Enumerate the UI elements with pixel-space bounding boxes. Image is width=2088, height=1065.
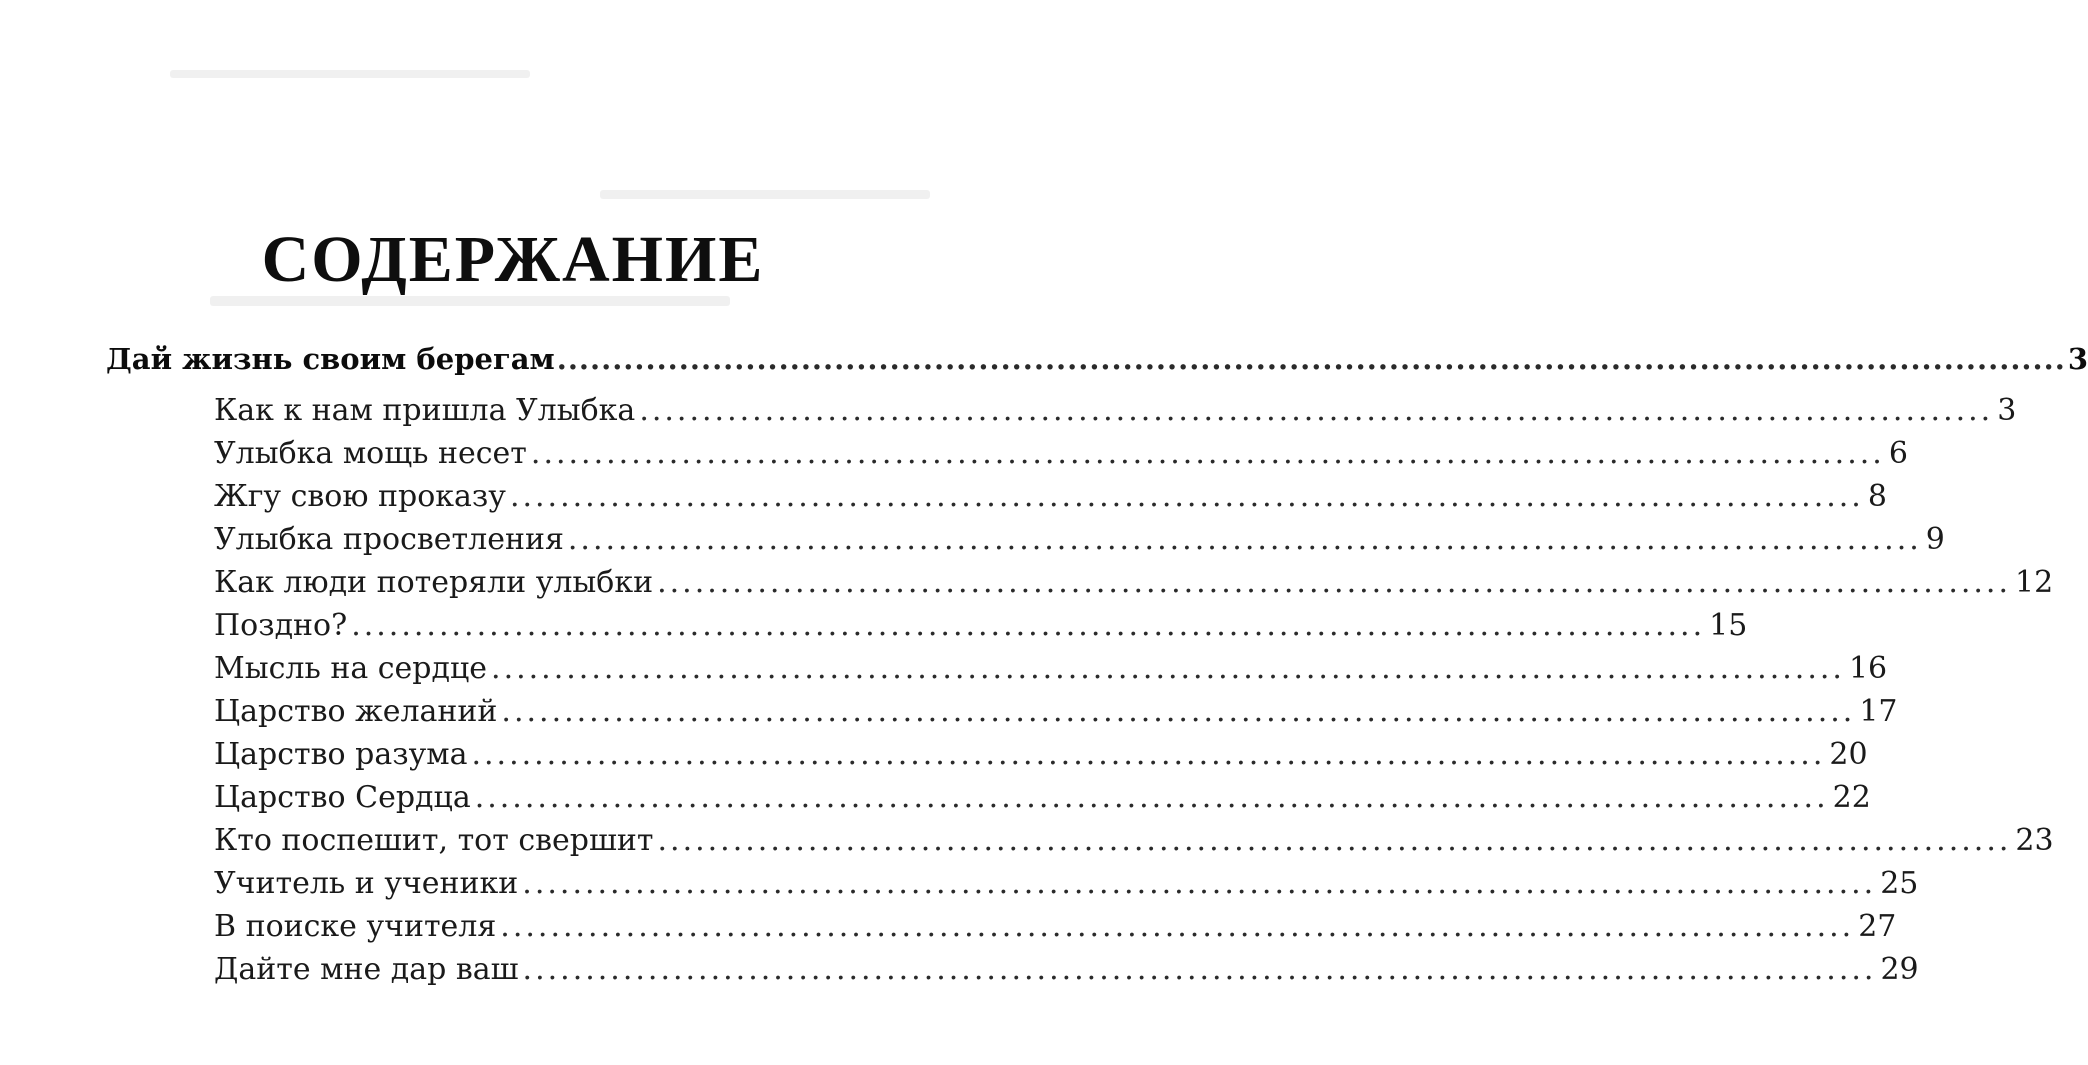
dot-leader: ............................................................................................................ bbox=[657, 565, 2011, 600]
toc-entry-page-number: 9 bbox=[1925, 522, 1945, 557]
dot-leader: ............................................................................................................ bbox=[351, 608, 1706, 643]
dot-leader: ............................................................................................................ bbox=[639, 393, 1994, 428]
toc-entry bbox=[214, 603, 1748, 649]
dot-leader: ............................................................................................................ bbox=[501, 694, 1856, 729]
toc-entry-page-number: 29 bbox=[1880, 952, 1919, 987]
dot-leader: ............................................................................................................ bbox=[657, 823, 2012, 858]
toc-entry-title: Поздно? bbox=[214, 608, 348, 643]
toc-entry-page-number: 3 bbox=[1997, 393, 2017, 428]
toc-entry bbox=[214, 775, 1871, 821]
toc-entry-title: Улыбка просветления bbox=[214, 522, 564, 557]
bleed-through-mark bbox=[170, 70, 530, 78]
toc-entry-title: Царство желаний bbox=[214, 694, 498, 729]
toc-entry-page-number: 12 bbox=[2015, 565, 2054, 600]
toc-entry bbox=[214, 560, 2054, 606]
toc-entry-title: Царство Сердца bbox=[214, 780, 471, 815]
toc-entry bbox=[214, 689, 1898, 735]
toc-section-row bbox=[106, 336, 2088, 382]
toc-entry-title: Царство разума bbox=[214, 737, 468, 772]
toc-entry-title: Мысль на сердце bbox=[214, 651, 488, 686]
toc-entry bbox=[214, 732, 1868, 778]
dot-leader: ............................................................................................................ bbox=[509, 479, 1864, 514]
toc-entry-title: Как люди потеряли улыбки bbox=[214, 565, 654, 600]
toc-entry-page-number: 15 bbox=[1709, 608, 1748, 643]
toc-entry bbox=[214, 517, 1945, 563]
toc-entry bbox=[214, 904, 1897, 950]
toc-entry-page-number: 16 bbox=[1848, 651, 1888, 686]
toc-entry-page-number: 17 bbox=[1859, 694, 1898, 729]
dot-leader: ............................................................................................................ bbox=[491, 651, 1845, 686]
dot-leader: ............................................................................................................ bbox=[471, 737, 1826, 772]
toc-entry-page-number: 23 bbox=[2015, 823, 2054, 858]
toc-entry bbox=[214, 388, 2017, 434]
toc-entry-title: Жгу свою проказу bbox=[214, 479, 506, 514]
dot-leader: ............................................................................................................ bbox=[567, 522, 1922, 557]
page-title: СОДЕРЖАНИЕ bbox=[261, 223, 765, 296]
toc-section-page-number: 3 bbox=[2067, 342, 2088, 376]
toc-entry-page-number: 6 bbox=[1888, 436, 1908, 471]
toc-entry-title: Дайте мне дар ваш bbox=[214, 952, 519, 987]
bleed-through-mark bbox=[600, 190, 930, 199]
dot-leader: ............................................................................................................ bbox=[530, 436, 1885, 471]
toc-entry-page-number: 20 bbox=[1829, 737, 1868, 772]
toc-entry bbox=[214, 431, 1908, 477]
dot-leader: ............................................................................................................ bbox=[500, 909, 1855, 944]
toc-entry-title: Как к нам пришла Улыбка bbox=[214, 393, 636, 428]
toc-entry-page-number: 27 bbox=[1858, 909, 1897, 944]
toc-entry-page-number: 22 bbox=[1832, 780, 1871, 815]
toc-entry-title: Улыбка мощь несет bbox=[214, 436, 527, 471]
toc-entry-title: Кто поспешит, тот свершит bbox=[214, 823, 654, 858]
toc-entry bbox=[214, 818, 2054, 864]
toc-entry-page-number: 25 bbox=[1880, 866, 1919, 901]
toc-entry bbox=[214, 474, 1887, 520]
toc-entry-page-number: 8 bbox=[1867, 479, 1887, 514]
toc-entry bbox=[214, 861, 1919, 907]
toc-entry-title: Учитель и ученики bbox=[214, 866, 519, 901]
toc-entry bbox=[214, 646, 1888, 692]
toc-entry bbox=[214, 947, 1919, 993]
dot-leader: ............................................................................................................ bbox=[522, 952, 1877, 987]
dot-leader: ............................................................................................................ bbox=[522, 866, 1877, 901]
toc-section-title: Дай жизнь своим берегам bbox=[106, 342, 555, 376]
dot-leader: ............................................................................................................ bbox=[474, 780, 1829, 815]
toc-entry-title: В поиске учителя bbox=[214, 909, 497, 944]
dot-leader: ........................................................................................................................................ bbox=[556, 342, 2066, 376]
